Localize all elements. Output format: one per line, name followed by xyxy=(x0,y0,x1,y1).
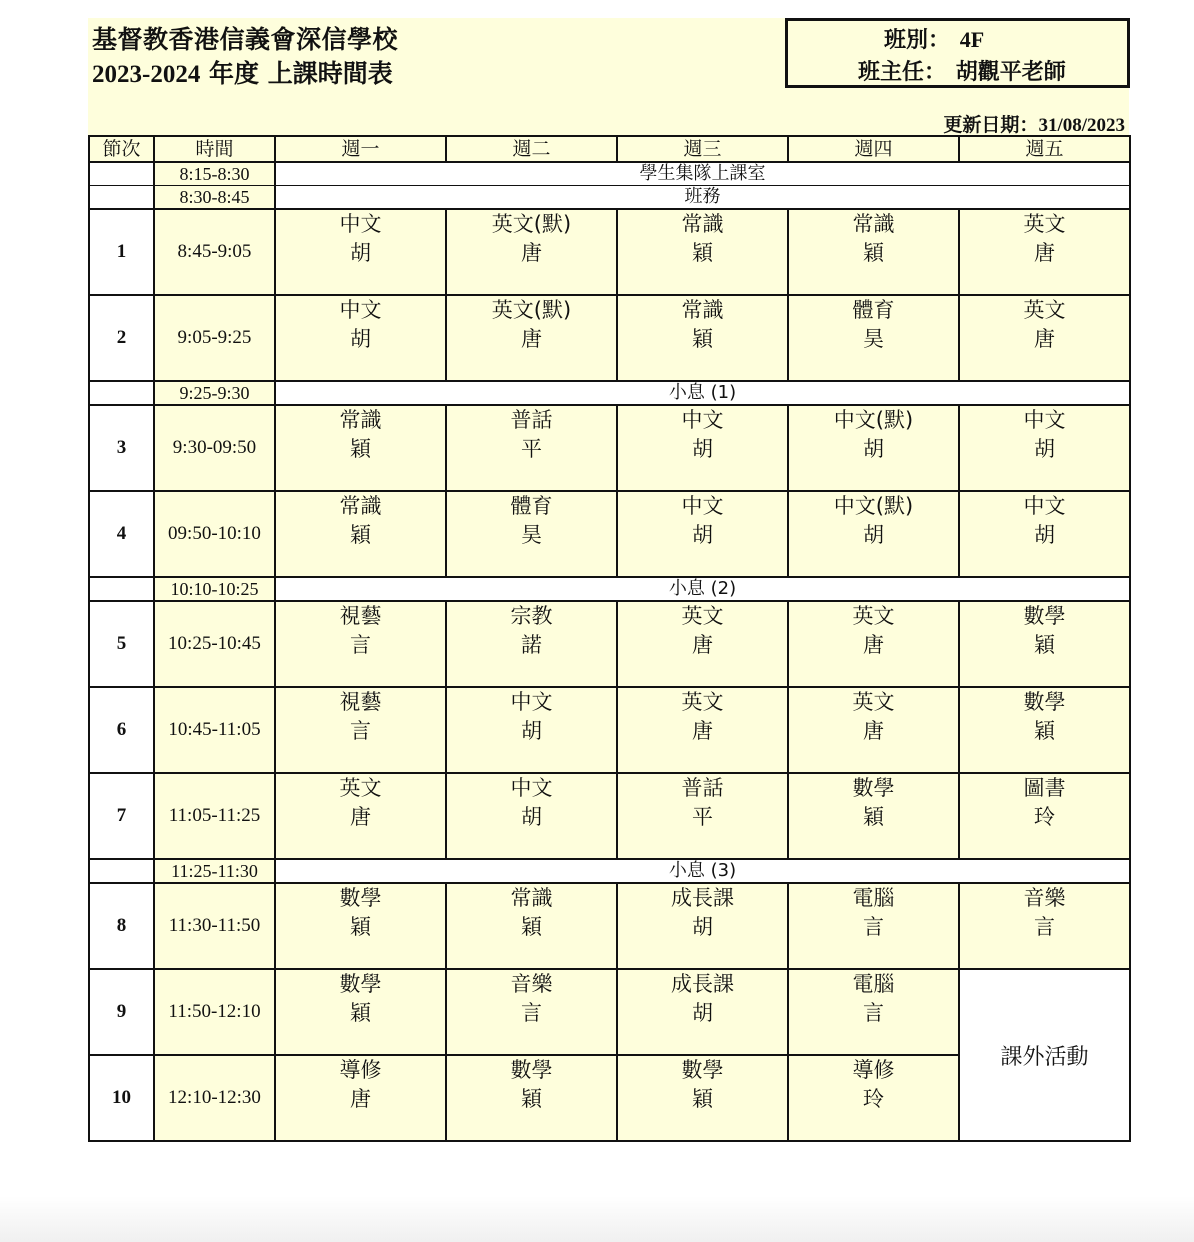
schedule-title xyxy=(92,54,393,90)
lesson-cell xyxy=(788,405,959,491)
lesson-subject: 數學 xyxy=(339,972,382,996)
lesson-teacher: 唐 xyxy=(521,241,542,265)
period-number: 4 xyxy=(89,491,154,577)
lesson-cell xyxy=(617,773,788,859)
lesson-subject: 常識 xyxy=(339,494,382,518)
lesson-teacher: 言 xyxy=(863,915,884,939)
homeroom-row xyxy=(89,186,1130,210)
lesson-subject: 常識 xyxy=(339,408,382,432)
lesson-cell xyxy=(617,1055,788,1141)
header-day-mon: 週一 xyxy=(275,136,446,162)
lesson-subject: 電腦 xyxy=(852,886,895,910)
update-value: 31/08/2023 xyxy=(1038,115,1125,136)
lesson-teacher: 玲 xyxy=(863,1087,884,1111)
class-value: 4F xyxy=(959,27,985,52)
period-time: 11:50-12:10 xyxy=(154,969,275,1055)
period-time: 11:05-11:25 xyxy=(154,773,275,859)
lesson-cell xyxy=(959,773,1130,859)
lesson-teacher: 言 xyxy=(350,633,371,657)
lesson-cell xyxy=(617,883,788,969)
lesson-teacher: 胡 xyxy=(521,805,542,829)
lesson-cell xyxy=(788,209,959,295)
lesson-teacher: 胡 xyxy=(692,523,713,547)
lesson-teacher: 言 xyxy=(521,1001,542,1025)
lesson-cell xyxy=(446,773,617,859)
lesson-cell xyxy=(788,295,959,381)
lesson-teacher: 穎 xyxy=(692,241,713,265)
lesson-cell xyxy=(446,491,617,577)
homeroom-label: 班務 xyxy=(275,186,1130,210)
period-time: 12:10-12:30 xyxy=(154,1055,275,1141)
lesson-subject: 中文 xyxy=(681,494,724,518)
lesson-subject: 英文 xyxy=(1023,298,1066,322)
lesson-subject: 數學 xyxy=(1023,690,1066,714)
period-number: 10 xyxy=(89,1055,154,1141)
class-row xyxy=(884,23,984,54)
schedule-title-suffix: 年度 上課時間表 xyxy=(200,59,393,88)
lesson-teacher: 玲 xyxy=(1034,805,1055,829)
lesson-cell xyxy=(617,405,788,491)
break-3-label: 小息 (3) xyxy=(275,859,1130,883)
period-row xyxy=(89,773,1130,859)
lesson-subject: 音樂 xyxy=(1023,886,1066,910)
assembly-row xyxy=(89,162,1130,186)
period-row xyxy=(89,969,1130,1055)
lesson-teacher: 穎 xyxy=(521,915,542,939)
period-number: 5 xyxy=(89,601,154,687)
period-time: 10:45-11:05 xyxy=(154,687,275,773)
period-row xyxy=(89,601,1130,687)
period-cell-empty xyxy=(89,381,154,405)
period-time: 9:30-09:50 xyxy=(154,405,275,491)
teacher-row xyxy=(858,55,1066,86)
lesson-teacher: 胡 xyxy=(863,437,884,461)
period-time: 9:05-9:25 xyxy=(154,295,275,381)
period-row xyxy=(89,883,1130,969)
column-header-row xyxy=(89,136,1130,162)
lesson-teacher: 平 xyxy=(692,805,713,829)
period-time: 11:30-11:50 xyxy=(154,883,275,969)
lesson-subject: 中文 xyxy=(510,690,553,714)
lesson-cell xyxy=(788,1055,959,1141)
lesson-cell xyxy=(959,491,1130,577)
break-2-time: 10:10-10:25 xyxy=(154,577,275,601)
lesson-subject: 導修 xyxy=(852,1058,895,1082)
lesson-teacher: 穎 xyxy=(1034,633,1055,657)
break-1-label: 小息 (1) xyxy=(275,381,1130,405)
lesson-cell xyxy=(446,1055,617,1141)
lesson-subject: 數學 xyxy=(510,1058,553,1082)
lesson-cell xyxy=(446,969,617,1055)
lesson-subject: 中文 xyxy=(339,212,382,236)
lesson-cell xyxy=(275,773,446,859)
lesson-cell xyxy=(788,969,959,1055)
lesson-subject: 普話 xyxy=(510,408,553,432)
lesson-cell xyxy=(446,405,617,491)
lesson-subject: 導修 xyxy=(339,1058,382,1082)
lesson-teacher: 穎 xyxy=(350,523,371,547)
header-day-wed: 週三 xyxy=(617,136,788,162)
period-cell-empty xyxy=(89,859,154,883)
lesson-subject: 中文 xyxy=(339,298,382,322)
lesson-cell xyxy=(788,491,959,577)
lesson-teacher: 昊 xyxy=(521,523,542,547)
lesson-cell xyxy=(959,687,1130,773)
period-number: 2 xyxy=(89,295,154,381)
lesson-teacher: 胡 xyxy=(350,327,371,351)
lesson-cell xyxy=(959,601,1130,687)
lesson-cell xyxy=(617,295,788,381)
lesson-cell xyxy=(446,601,617,687)
period-number: 8 xyxy=(89,883,154,969)
school-year: 2023-2024 xyxy=(92,61,201,88)
lesson-teacher: 唐 xyxy=(1034,241,1055,265)
lesson-cell xyxy=(788,773,959,859)
lesson-cell xyxy=(617,209,788,295)
lesson-teacher: 唐 xyxy=(863,633,884,657)
lesson-subject: 體育 xyxy=(510,494,553,518)
lesson-subject: 中文(默) xyxy=(833,494,914,518)
lesson-subject: 體育 xyxy=(852,298,895,322)
lesson-teacher: 胡 xyxy=(692,915,713,939)
lesson-teacher: 穎 xyxy=(692,327,713,351)
period-cell-empty xyxy=(89,162,154,186)
lesson-cell xyxy=(446,883,617,969)
lesson-subject: 英文 xyxy=(852,690,895,714)
lesson-teacher: 胡 xyxy=(692,1001,713,1025)
period-cell-empty xyxy=(89,577,154,601)
lesson-teacher: 昊 xyxy=(863,327,884,351)
lesson-cell xyxy=(959,883,1130,969)
homeroom-time: 8:30-8:45 xyxy=(154,186,275,210)
page-bottom-edge xyxy=(0,1196,1194,1242)
lesson-teacher: 穎 xyxy=(863,805,884,829)
period-time: 10:25-10:45 xyxy=(154,601,275,687)
lesson-subject: 視藝 xyxy=(339,604,382,628)
period-number: 1 xyxy=(89,209,154,295)
lesson-subject: 中文 xyxy=(681,408,724,432)
header-period: 節次 xyxy=(89,136,154,162)
lesson-cell xyxy=(617,491,788,577)
lesson-cell xyxy=(275,405,446,491)
lesson-cell xyxy=(446,209,617,295)
lesson-cell xyxy=(959,405,1130,491)
period-row xyxy=(89,209,1130,295)
lesson-cell xyxy=(617,687,788,773)
period-row xyxy=(89,687,1130,773)
school-name: 基督教香港信義會深信學校 xyxy=(92,25,399,54)
lesson-subject: 視藝 xyxy=(339,690,382,714)
lesson-subject: 中文 xyxy=(1023,408,1066,432)
lesson-subject: 英文 xyxy=(681,690,724,714)
lesson-cell xyxy=(959,295,1130,381)
lesson-subject: 英文 xyxy=(1023,212,1066,236)
header-day-fri: 週五 xyxy=(959,136,1130,162)
lesson-teacher: 胡 xyxy=(863,523,884,547)
lesson-subject: 宗教 xyxy=(510,604,553,628)
lesson-teacher: 穎 xyxy=(350,1001,371,1025)
lesson-teacher: 胡 xyxy=(521,719,542,743)
lesson-cell xyxy=(275,687,446,773)
class-info-box xyxy=(785,18,1130,88)
lesson-subject: 英文 xyxy=(852,604,895,628)
lesson-subject: 英文(默) xyxy=(491,212,572,236)
lesson-subject: 成長課 xyxy=(671,886,734,910)
lesson-teacher: 唐 xyxy=(692,633,713,657)
lesson-subject: 數學 xyxy=(681,1058,724,1082)
lesson-subject: 數學 xyxy=(1023,604,1066,628)
lesson-subject: 音樂 xyxy=(510,972,553,996)
lesson-cell xyxy=(788,883,959,969)
assembly-label: 學生集隊上課室 xyxy=(275,162,1130,186)
break-1-row xyxy=(89,381,1130,405)
lesson-subject: 英文 xyxy=(339,776,382,800)
break-1-time: 9:25-9:30 xyxy=(154,381,275,405)
header-day-tue: 週二 xyxy=(446,136,617,162)
lesson-cell xyxy=(788,687,959,773)
lesson-cell xyxy=(275,491,446,577)
lesson-teacher: 唐 xyxy=(350,805,371,829)
period-number: 6 xyxy=(89,687,154,773)
lesson-subject: 常識 xyxy=(510,886,553,910)
lesson-teacher: 唐 xyxy=(350,1087,371,1111)
lesson-teacher: 穎 xyxy=(692,1087,713,1111)
lesson-cell xyxy=(446,687,617,773)
lesson-cell xyxy=(275,601,446,687)
lesson-subject: 數學 xyxy=(339,886,382,910)
lesson-subject: 中文(默) xyxy=(833,408,914,432)
lesson-subject: 成長課 xyxy=(671,972,734,996)
lesson-subject: 中文 xyxy=(1023,494,1066,518)
lesson-subject: 圖書 xyxy=(1023,776,1066,800)
lesson-cell xyxy=(275,209,446,295)
lesson-teacher: 穎 xyxy=(1034,719,1055,743)
lesson-cell xyxy=(275,969,446,1055)
lesson-teacher: 穎 xyxy=(350,915,371,939)
period-row xyxy=(89,491,1130,577)
assembly-time: 8:15-8:30 xyxy=(154,162,275,186)
lesson-teacher: 胡 xyxy=(350,241,371,265)
lesson-teacher: 言 xyxy=(1034,915,1055,939)
period-number: 7 xyxy=(89,773,154,859)
break-3-row xyxy=(89,859,1130,883)
teacher-value: 胡觀平老師 xyxy=(955,60,1066,85)
break-2-label: 小息 (2) xyxy=(275,577,1130,601)
lesson-cell xyxy=(617,969,788,1055)
break-2-row xyxy=(89,577,1130,601)
lesson-subject: 英文(默) xyxy=(491,298,572,322)
lesson-subject: 常識 xyxy=(852,212,895,236)
period-time: 09:50-10:10 xyxy=(154,491,275,577)
lesson-cell xyxy=(959,209,1130,295)
lesson-cell xyxy=(446,295,617,381)
lesson-cell xyxy=(275,883,446,969)
lesson-cell xyxy=(275,295,446,381)
lesson-teacher: 言 xyxy=(863,1001,884,1025)
header-day-thu: 週四 xyxy=(788,136,959,162)
cca-cell: 課外活動 xyxy=(959,969,1130,1141)
period-number: 3 xyxy=(89,405,154,491)
update-label: 更新日期： xyxy=(943,114,1039,136)
lesson-cell xyxy=(275,1055,446,1141)
lesson-teacher: 唐 xyxy=(521,327,542,351)
lesson-subject: 中文 xyxy=(510,776,553,800)
lesson-teacher: 穎 xyxy=(521,1087,542,1111)
lesson-teacher: 言 xyxy=(350,719,371,743)
period-cell-empty xyxy=(89,186,154,210)
lesson-teacher: 胡 xyxy=(1034,437,1055,461)
teacher-label: 班主任： xyxy=(858,60,947,85)
lesson-subject: 數學 xyxy=(852,776,895,800)
period-number: 9 xyxy=(89,969,154,1055)
lesson-cell xyxy=(617,601,788,687)
lesson-teacher: 平 xyxy=(521,437,542,461)
update-date xyxy=(943,110,1125,137)
lesson-cell xyxy=(788,601,959,687)
period-time: 8:45-9:05 xyxy=(154,209,275,295)
break-3-time: 11:25-11:30 xyxy=(154,859,275,883)
header-time: 時間 xyxy=(154,136,275,162)
lesson-teacher: 穎 xyxy=(350,437,371,461)
lesson-teacher: 諾 xyxy=(521,633,542,657)
period-row xyxy=(89,295,1130,381)
lesson-subject: 常識 xyxy=(681,298,724,322)
lesson-teacher: 唐 xyxy=(692,719,713,743)
lesson-subject: 英文 xyxy=(681,604,724,628)
lesson-teacher: 胡 xyxy=(692,437,713,461)
lesson-subject: 普話 xyxy=(681,776,724,800)
lesson-teacher: 唐 xyxy=(1034,327,1055,351)
timetable-sheet xyxy=(88,18,1129,1173)
class-label: 班別： xyxy=(884,28,951,53)
lesson-teacher: 唐 xyxy=(863,719,884,743)
lesson-teacher: 穎 xyxy=(863,241,884,265)
timetable xyxy=(88,135,1131,1142)
lesson-teacher: 胡 xyxy=(1034,523,1055,547)
lesson-subject: 電腦 xyxy=(852,972,895,996)
lesson-subject: 常識 xyxy=(681,212,724,236)
period-row xyxy=(89,405,1130,491)
